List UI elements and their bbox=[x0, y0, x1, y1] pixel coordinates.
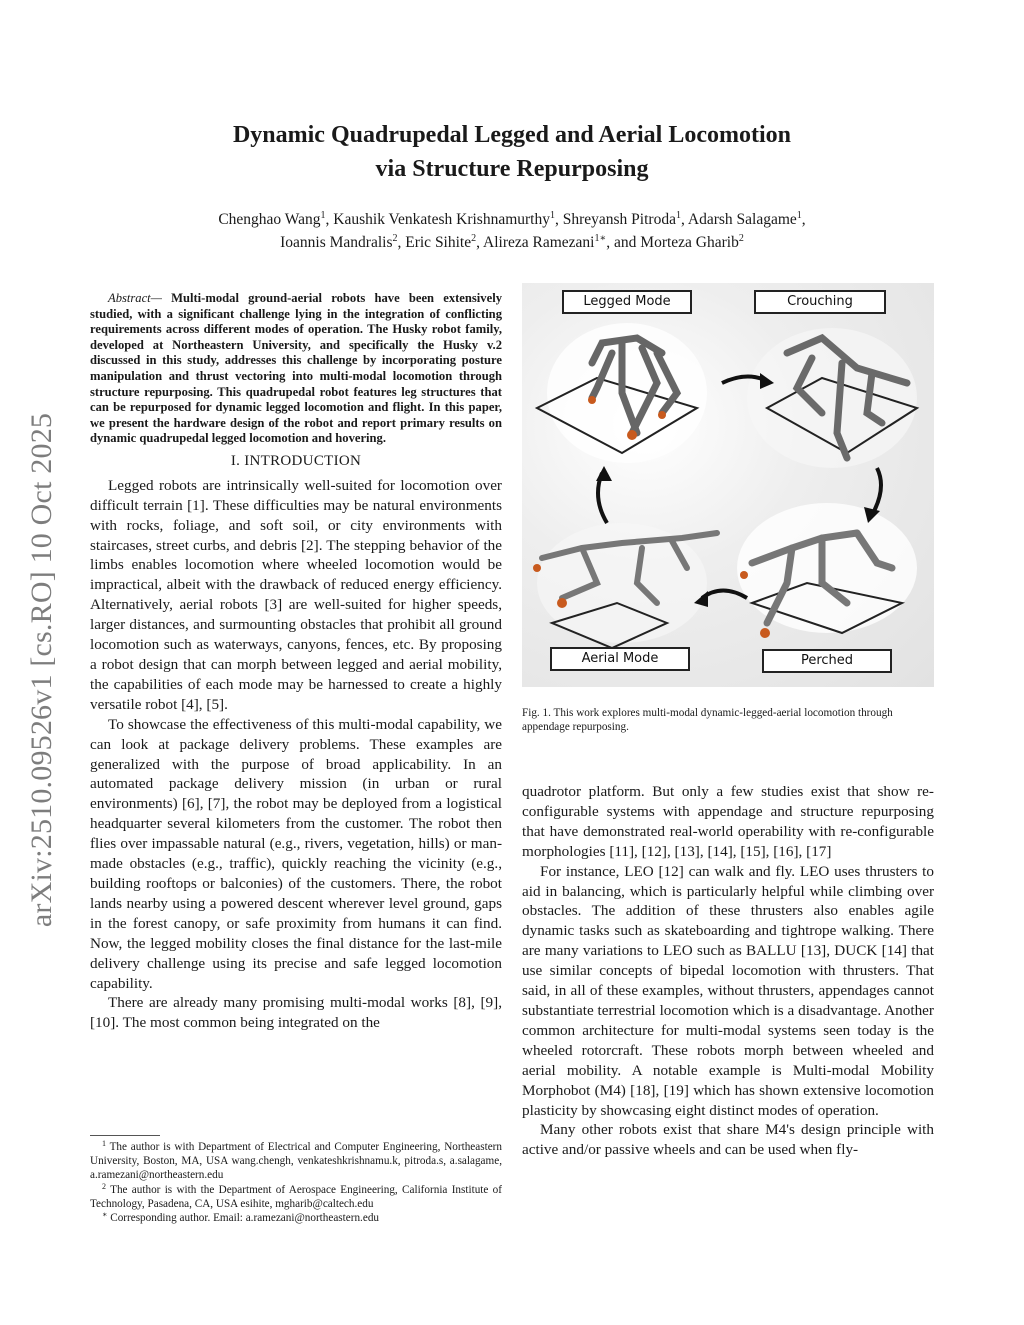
footnote bbox=[90, 1140, 502, 1183]
footnote-mark: 2 bbox=[102, 1181, 106, 1191]
title-line-1: Dynamic Quadrupedal Legged and Aerial Locomotion bbox=[232, 122, 792, 148]
author-list bbox=[0, 208, 1024, 254]
author-affiliation: 2 bbox=[392, 233, 398, 244]
label-crouching: Crouching bbox=[754, 290, 886, 314]
author-affiliation: 1 bbox=[675, 210, 681, 221]
section-heading-introduction: I. INTRODUCTION bbox=[230, 452, 362, 469]
abstract-dash: — bbox=[150, 291, 172, 305]
author-affiliation: 1 bbox=[796, 210, 802, 221]
footnote-rule bbox=[90, 1135, 160, 1136]
author-name: Chenghao Wang bbox=[218, 211, 321, 228]
arxiv-identifier bbox=[22, 370, 62, 970]
body-paragraph: For instance, LEO [12] can walk and fly. LEO uses thrusters to aid in balancing, which is particularly helpful while climbing over obstacles. The addition of these thrusters also enables agile dynamic tasks such as skateboarding and tightrope walking. There are many variations to LEO such as BALLU [13], DUCK [14] that use similar concepts of bipedal locomotion with thrusters. That said, in all of these examples, without thrusters, appendages cannot substantiate terrestrial locomotion which is a disadvantage. Another common architecture for multi-modal systems seen today is the wheeled rotorcraft. These robots morph between wheeled and aerial mobility. A notable example is Multi-modal Mobility Morphobot (M4) [18], [19] which has shown extensive locomotion plasticity by showcasing eight distinct modes of operation. bbox=[522, 862, 934, 1119]
body-paragraph: Legged robots are intrinsically well-suited for locomotion over difficult terrain [1]. These difficulties may be natural environments with rocks, foliage, and soft soil, or city environments with staircases, street curbs, and debris [2]. The stepping behavior of the limbs enables locomotion where wheeled locomotion would be impractical, albeit with the drawback of reduced energy efficiency. Alternatively, aerial robots [3] are well-suited for higher speeds, larger distances, and surmounting obstacles that prohibit all ground locomotion such as waterways, canyons, fences, etc. By proposing a robot design that can morph between legged and aerial mobility, the capabilities of each mode may be harnessed to create a highly versatile robot [4], [5]. bbox=[90, 476, 502, 713]
author-affiliation: 2 bbox=[471, 233, 477, 244]
author-name: Eric Sihite bbox=[405, 234, 472, 251]
author-separator: , bbox=[554, 211, 563, 228]
left-column bbox=[90, 291, 502, 1033]
body-paragraph: Many other robots exist that share M4's design principle with active and/or passive wheels and can be used when fly- bbox=[522, 1121, 934, 1159]
author-affiliation: 2 bbox=[738, 233, 744, 244]
author-name: Morteza Gharib bbox=[640, 234, 739, 251]
figure-illustration bbox=[522, 283, 934, 687]
footnote bbox=[90, 1211, 502, 1225]
author-name: Kaushik Venkatesh Krishnamurthy bbox=[333, 211, 550, 228]
footnote-text: Corresponding author. Email: a.ramezani@northeastern.edu bbox=[110, 1212, 380, 1225]
author-affiliation: 1 bbox=[549, 210, 555, 221]
robot-aerial-mode bbox=[533, 523, 717, 648]
robot-legged-mode bbox=[537, 323, 707, 463]
author-separator: , bbox=[680, 211, 688, 228]
body-paragraph: To showcase the effectiveness of this multi-modal capability, we can look at package delivery problems. These examples are generalized with the purpose of broad applicability. In an automated package delivery mission (in urban or rural environments) [6], [7], the robot may be deployed from a logistical headquarter several kilometers from the customer. The robot then flies over impassable natural (e.g., rivers, vegetation, hills) or man-made obstacles (e.g., traffic), quickly reaching the vicinity (e.g., building rooftops or balconies) of the customers. There, the robot lands nearby using a powered descent wherever level ground, gaps in the forest canopy, or safe proximity from humans it can find. Now, the legged mobility closes the final distance for the last-mile delivery challenge using its precise and safe legged locomotion capability. bbox=[90, 715, 502, 992]
footnote-mark: ∗ bbox=[102, 1210, 108, 1220]
figure-1 bbox=[522, 283, 934, 687]
author-line-1 bbox=[0, 208, 1024, 231]
author-name: Shreyansh Pitroda bbox=[562, 211, 676, 228]
label-aerial-mode: Aerial Mode bbox=[550, 647, 690, 671]
author-separator: , bbox=[325, 211, 334, 228]
title-line-2: via Structure Repurposing bbox=[375, 156, 649, 182]
author-separator: , and bbox=[606, 234, 641, 251]
body-paragraph: quadrotor platform. But only a few studies exist that show re-configurable systems with appendage and structure repurposing that have demonstrated real-world operability with re-configurable morphologies [11], [12], [13], [14], [15], [16], [17] bbox=[522, 783, 934, 860]
arxiv-id-text: arXiv:2510.09526v1 [cs.RO] 10 Oct 2025 bbox=[25, 412, 59, 928]
footnote bbox=[90, 1183, 502, 1211]
paper-title bbox=[0, 118, 1024, 186]
footnotes bbox=[90, 1135, 502, 1225]
author-separator: , bbox=[476, 234, 484, 251]
robot-perched bbox=[737, 503, 917, 638]
right-column bbox=[522, 782, 934, 1160]
author-name: Alireza Ramezani bbox=[483, 234, 595, 251]
footnote-text: The author is with Department of Electrical and Computer Engineering, Northeastern University, Boston, MA, USA wang.chengh, venkateshkrishnamu.k, pitroda.s, a.salagame, a.ramezani@northeastern.edu bbox=[90, 1141, 502, 1182]
figure-caption: Fig. 1. This work explores multi-modal dynamic-legged-aerial locomotion through appendage repurposing. bbox=[522, 707, 893, 734]
author-name: Ioannis Mandralis bbox=[280, 234, 393, 251]
label-perched: Perched bbox=[762, 649, 892, 673]
footnote-text: The author is with the Department of Aerospace Engineering, California Institute of Technology, Pasadena, CA, USA esihite, mgharib@caltech.edu bbox=[90, 1183, 502, 1210]
arrow-perched-to-aerial-icon bbox=[702, 591, 747, 599]
author-affiliation: 1∗ bbox=[594, 233, 607, 244]
abstract-text: Multi-modal ground-aerial robots have been extensively studied, with a significant challenge lying in the integration of conflicting requirements across different modes of operation. The Husky robot family, developed at Northeastern University, and specifically the Husky v.2 discussed in this study, addresses this challenge by incorporating posture manipulation and thrust vectoring into multi-modal locomotion through structure repurposing. This quadrupedal robot features leg structures that can be repurposed for dynamic legged locomotion and flight. In this paper, we present the hardware design of the robot and report primary results on dynamic quadrupedal legged locomotion and hovering. bbox=[90, 291, 502, 446]
arrow-crouching-to-perched-icon bbox=[872, 468, 881, 515]
author-affiliation: 1 bbox=[320, 210, 326, 221]
abstract bbox=[90, 291, 502, 447]
abstract-label: Abstract bbox=[108, 291, 151, 305]
body-paragraph: There are already many promising multi-modal works [8], [9], [10]. The most common being integrated on the bbox=[90, 994, 502, 1032]
robot-crouching bbox=[747, 328, 917, 468]
label-legged-mode: Legged Mode bbox=[562, 290, 692, 314]
footnote-mark: 1 bbox=[102, 1139, 106, 1148]
author-separator: , bbox=[397, 234, 406, 251]
author-separator: , bbox=[801, 211, 806, 228]
author-line-2 bbox=[0, 231, 1024, 254]
author-name: Adarsh Salagame bbox=[687, 211, 797, 228]
